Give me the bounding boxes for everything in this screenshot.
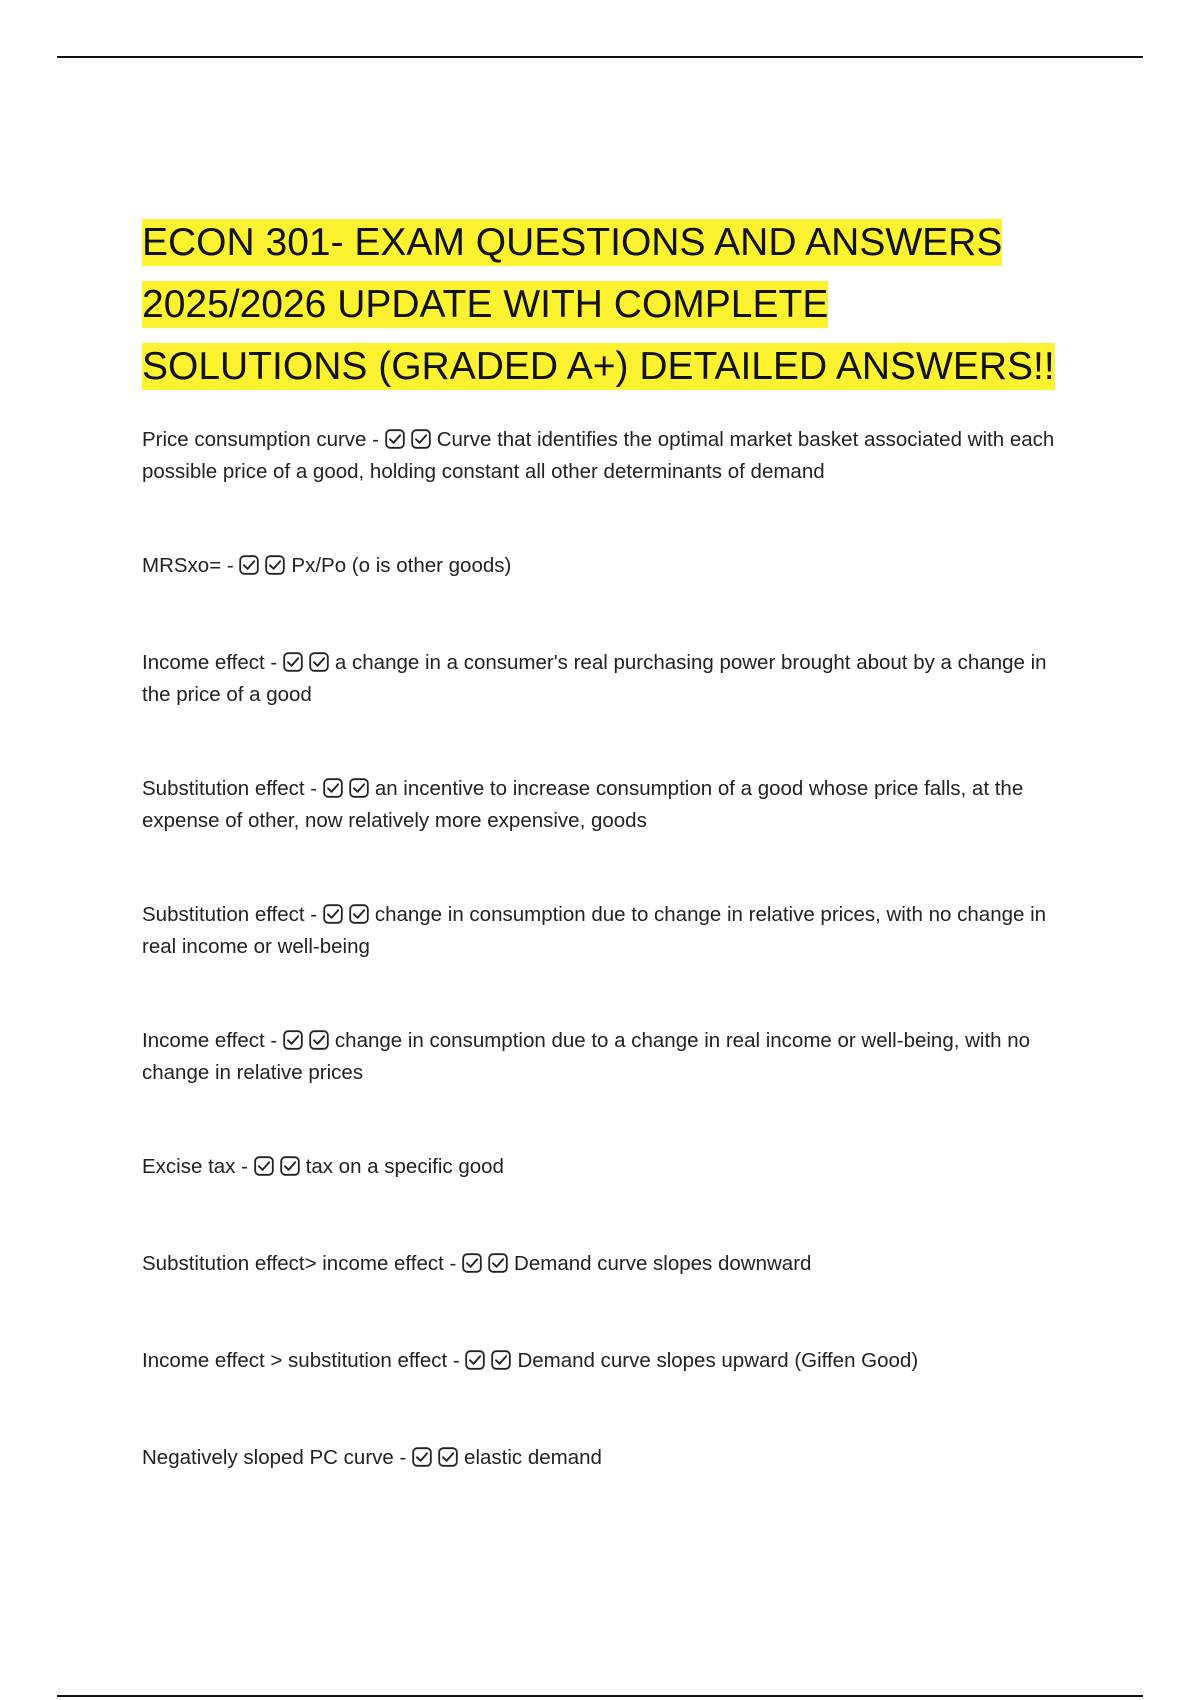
checkbox-checked-icon (254, 1156, 274, 1176)
document-title (142, 212, 1062, 398)
qa-definition: a change in a consumer's real purchasing power brought about by a change in the price of a good (142, 651, 1047, 706)
checkbox-checked-icon (280, 1156, 300, 1176)
title-highlight: ECON 301- EXAM QUESTIONS AND ANSWERS 2025/2026 UPDATE WITH COMPLETE SOLUTIONS (GRADED A+) DETAILED ANSWERS!! (142, 221, 1055, 388)
qa-term: Negatively sloped PC curve - (142, 1446, 413, 1469)
checkbox-checked-icon (239, 555, 259, 575)
qa-definition: change in consumption due to change in relative prices, with no change in real income or well-being (142, 903, 1047, 958)
qa-term: Price consumption curve - (142, 428, 385, 451)
qa-term: Income effect > substitution effect - (142, 1349, 466, 1372)
checkbox-checked-icon (323, 778, 343, 798)
top-rule (57, 56, 1143, 58)
checkbox-checked-icon (411, 429, 431, 449)
qa-definition: Px/Po (o is other goods) (291, 554, 512, 577)
qa-definition: elastic demand (464, 1446, 602, 1469)
checkbox-checked-icon (349, 904, 369, 924)
checkbox-checked-icon (349, 778, 369, 798)
qa-entry (142, 1025, 1062, 1089)
qa-entry (142, 647, 1062, 711)
checkbox-checked-icon (438, 1447, 458, 1467)
document-body (142, 212, 1062, 1539)
bottom-rule (57, 1695, 1143, 1697)
qa-definition: an incentive to increase consumption of a good whose price falls, at the expense of other, now relatively more expensive, goods (142, 777, 1024, 832)
qa-entry (142, 424, 1062, 488)
qa-definition: change in consumption due to a change in real income or well-being, with no change in relative prices (142, 1029, 1031, 1084)
qa-definition: Demand curve slopes upward (Giffen Good) (517, 1349, 919, 1372)
checkbox-checked-icon (385, 429, 405, 449)
qa-entry (142, 1345, 1062, 1377)
checkbox-checked-icon (265, 555, 285, 575)
checkbox-checked-icon (283, 1030, 303, 1050)
qa-definition: tax on a specific good (305, 1155, 504, 1178)
checkbox-checked-icon (462, 1253, 482, 1273)
checkbox-checked-icon (412, 1447, 432, 1467)
checkbox-checked-icon (488, 1253, 508, 1273)
qa-entry (142, 1442, 1062, 1474)
qa-entry (142, 1151, 1062, 1183)
qa-term: Substitution effect - (142, 903, 323, 926)
qa-term: Substitution effect> income effect - (142, 1252, 463, 1275)
checkbox-checked-icon (465, 1350, 485, 1370)
checkbox-checked-icon (323, 904, 343, 924)
qa-entry (142, 1248, 1062, 1280)
checkbox-checked-icon (283, 652, 303, 672)
qa-term: Income effect - (142, 1029, 283, 1052)
checkbox-checked-icon (309, 652, 329, 672)
qa-term: Substitution effect - (142, 777, 323, 800)
qa-entry (142, 550, 1062, 582)
qa-entry (142, 773, 1062, 837)
qa-definition: Curve that identifies the optimal market basket associated with each possible price of a good, holding constant all other determinants of demand (142, 428, 1055, 483)
qa-entry (142, 899, 1062, 963)
qa-definition: Demand curve slopes downward (514, 1252, 812, 1275)
qa-list (142, 424, 1062, 1474)
checkbox-checked-icon (309, 1030, 329, 1050)
checkbox-checked-icon (491, 1350, 511, 1370)
qa-term: Excise tax - (142, 1155, 254, 1178)
qa-term: Income effect - (142, 651, 283, 674)
qa-term: MRSxo= - (142, 554, 240, 577)
